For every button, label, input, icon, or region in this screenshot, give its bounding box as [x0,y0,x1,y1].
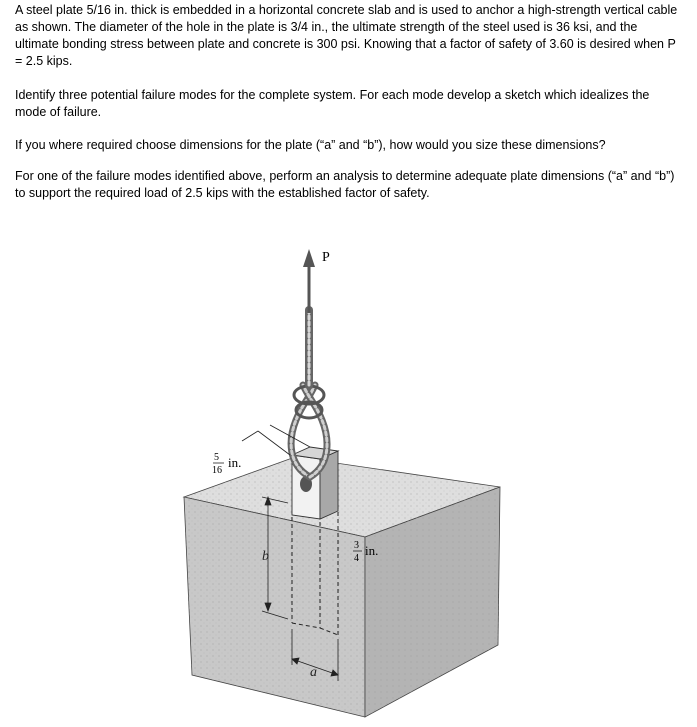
load-arrow [303,249,315,313]
hole-denominator: 4 [354,553,359,564]
height-label: b [262,549,269,564]
steel-plate [292,447,338,519]
thickness-unit: in. [228,455,242,470]
anchor-plate-figure [170,235,530,722]
task-failure-modes: Identify three potential failure modes for the complete system. For each mode develop a sketch which idealizes the mode of failure. [15,88,650,119]
task-analysis: For one of the failure modes identified above, perform an analysis to determine adequate plate dimensions (“a” and “b”) to support the required load of 2.5 kips with the established factor of safety. [15,169,675,200]
thickness-dimension [242,425,310,455]
load-label: P [322,250,330,265]
task-plate-dimensions: If you where required choose dimensions for the plate (“a” and “b”), how would you size these dimensions? [15,138,606,152]
hole-numerator: 3 [354,540,359,551]
concrete-slab [184,457,500,717]
thickness-numerator: 5 [214,452,219,463]
width-label: a [310,665,317,680]
thickness-denominator: 16 [212,465,222,476]
problem-statement: A steel plate 5/16 in. thick is embedded in a horizontal concrete slab and is used to anchor a high-strength vertical cable as shown. The diameter of the hole in the plate is 3/4 in., the ultimate strength of the steel used is 36 ksi, and the ultimate bonding stress between plate and concrete is 300 psi. Knowing that a factor of safety of 3.60 is desired when P = 2.5 kips. [15,3,678,68]
hole-unit: in. [365,543,379,558]
